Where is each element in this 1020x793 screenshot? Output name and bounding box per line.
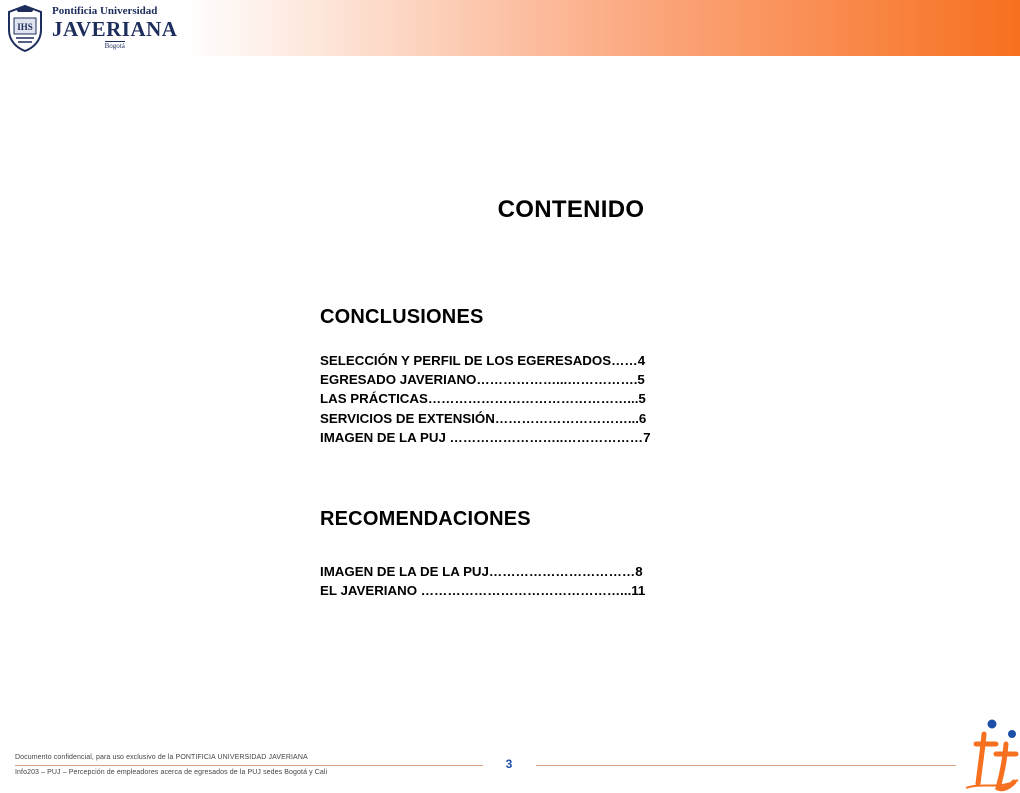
toc-item: IMAGEN DE LA DE LA PUJ……………………………8 xyxy=(320,564,643,579)
toc-item: SELECCIÓN Y PERFIL DE LOS EGERESADOS……4 xyxy=(320,353,646,368)
footer-divider-left xyxy=(15,765,483,766)
shield-label: IHS xyxy=(17,22,33,32)
page-number: 3 xyxy=(505,757,513,771)
toc-item: SERVICIOS DE EXTENSIÓN…………………………...6 xyxy=(320,410,647,426)
logo-line-2: JAVERIANA xyxy=(52,17,178,41)
page-title: CONTENIDO xyxy=(497,196,645,223)
footer-confidential-note: Documento confidencial, para uso exclusivo de la PONTIFICIA UNIVERSIDAD JAVERIANA xyxy=(15,754,308,761)
toc-item: LAS PRÁCTICAS………………………………………...5 xyxy=(320,391,646,407)
conclusions-list xyxy=(320,351,650,447)
logo-line-3: Bogotá xyxy=(104,42,125,50)
recommendations-heading: RECOMENDACIONES xyxy=(320,508,531,530)
logo-line-1: Pontificia Universidad xyxy=(52,5,158,17)
conclusions-heading: CONCLUSIONES xyxy=(320,306,484,328)
toc-item: EGRESADO JAVERIANO………………...…………….5 xyxy=(320,372,645,388)
toc-item: EL JAVERIANO ………………………………………...11 xyxy=(320,583,646,599)
footer-divider-right xyxy=(536,765,956,766)
university-shield-icon xyxy=(4,4,46,52)
recommendations-list xyxy=(320,562,645,600)
header-gradient-bar xyxy=(184,0,1020,56)
footer-document-info: Info203 – PUJ – Percepción de empleadores acerca de egresados de la PUJ sedes Bogotá y Cali xyxy=(15,769,328,776)
brand-tt-icon xyxy=(962,718,1020,793)
university-logo xyxy=(4,2,182,54)
toc-item: IMAGEN DE LA PUJ ……………………..………………7 xyxy=(320,429,651,445)
